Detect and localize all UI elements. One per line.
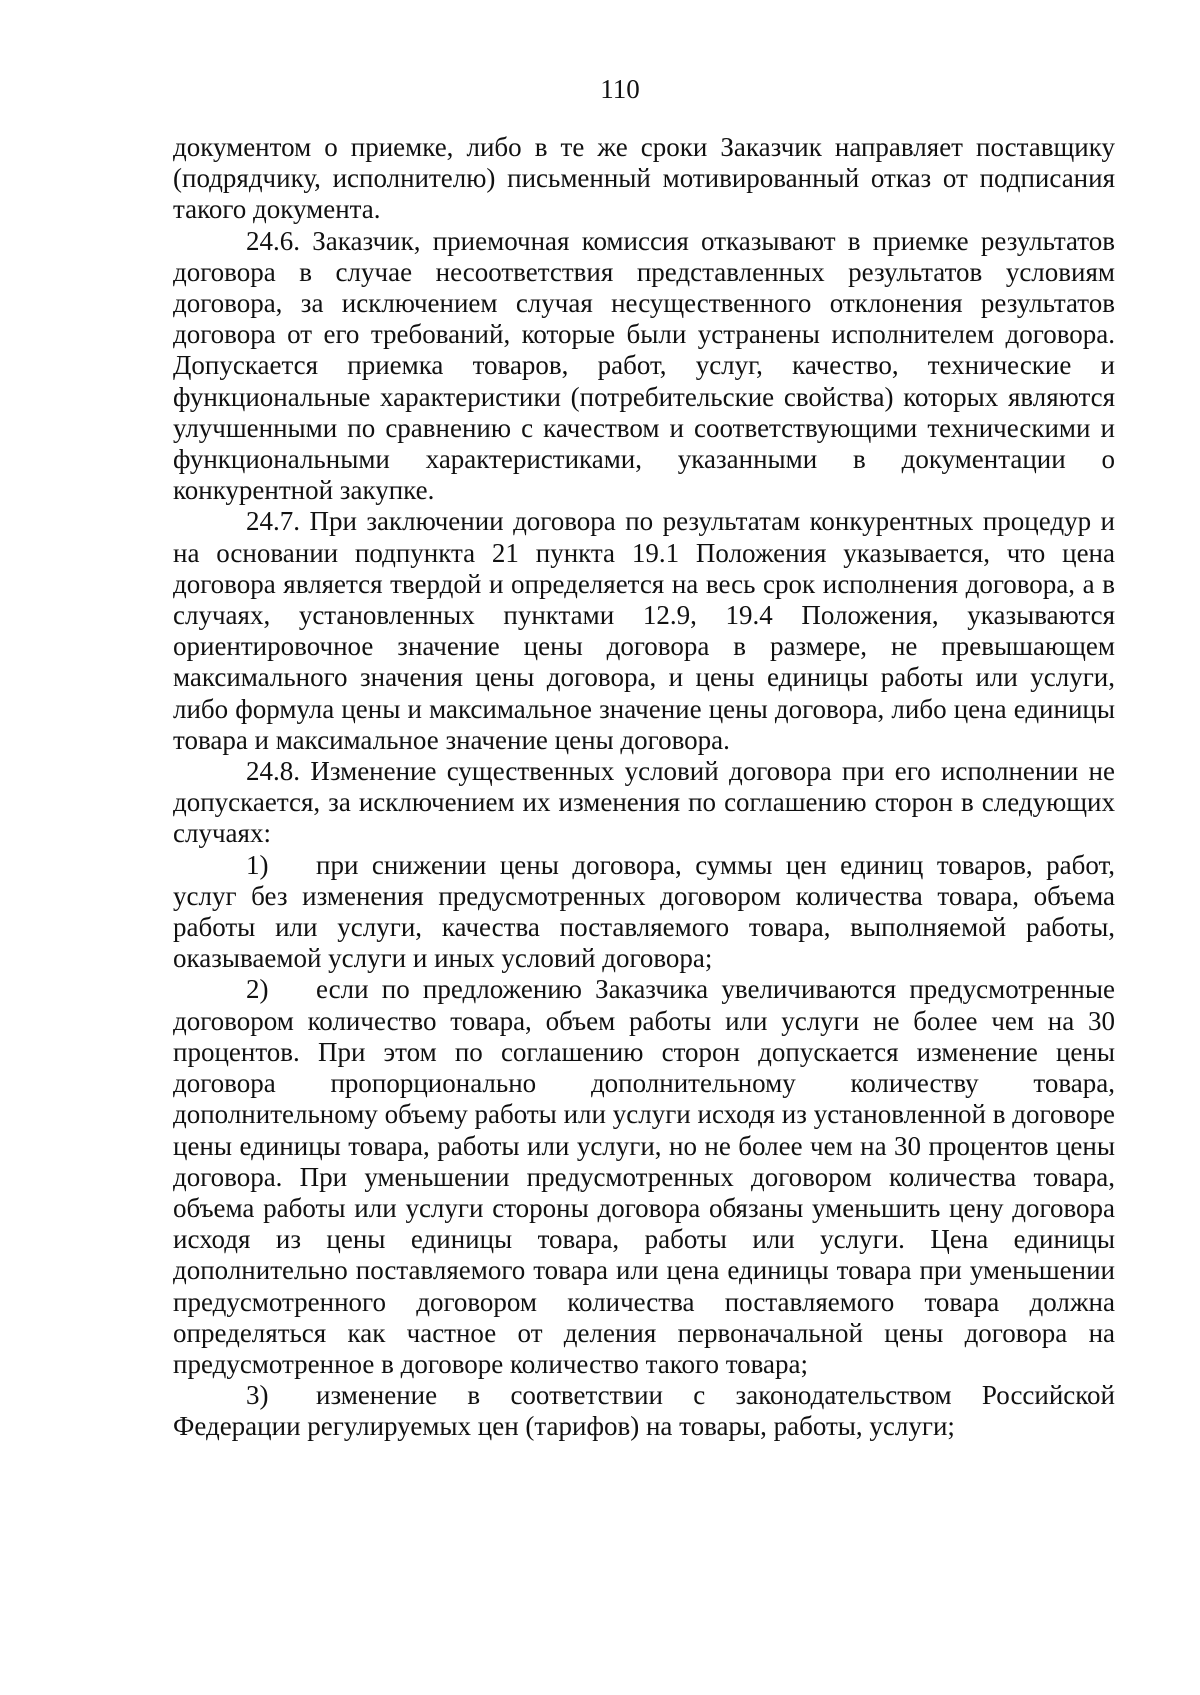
list-item-text: изменение в соответствии с законодательством Российской Федерации регулируемых цен (тарифов) на товары, работы, услуги;: [173, 1380, 1115, 1442]
list-item-2: [173, 974, 1115, 1380]
list-item-number: 3): [246, 1380, 269, 1411]
list-item-text: если по предложению Заказчика увеличиваются предусмотренные договором количество товара, объем работы или услуги не более чем на 30 процентов. При этом по соглашению сторон допускается изменение цены договора пропорционально дополнительному количеству товара, дополнительному объему работы или услуги исходя из установленной в договоре цены единицы товара, работы или услуги, но не более чем на 30 процентов цены договора. При уменьшении предусмотренных договором количества товара, объема работы или услуги стороны договора обязаны уменьшить цену договора исходя из цены единицы товара, работы или услуги. Цена единицы дополнительно поставляемого товара или цена единицы товара при уменьшении предусмотренного договором количества поставляемого товара должна определяться как частное от деления первоначальной цены договора на предусмотренное в договоре количество такого товара;: [173, 974, 1115, 1379]
list-item-number: 2): [246, 974, 269, 1005]
list-item-3: [173, 1380, 1115, 1442]
page-number: 110: [600, 74, 640, 104]
paragraph-continuation: документом о приемке, либо в те же сроки Заказчик направляет поставщику (подрядчику, исполнителю) письменный мотивированный отказ от подписания такого документа.: [173, 132, 1115, 225]
list-item-1: [173, 850, 1115, 975]
paragraph-24-8: 24.8. Изменение существенных условий договора при его исполнении не допускается, за исключением их изменения по соглашению сторон в следующих случаях:: [173, 756, 1115, 849]
paragraph-24-6: 24.6. Заказчик, приемочная комиссия отказывают в приемке результатов договора в случае несоответствия представленных результатов условиям договора, за исключением случая несущественного отклонения результатов договора от его требований, которые были устранены исполнителем договора. Допускается приемка товаров, работ, услуг, качество, технические и функциональные характеристики (потребительские свойства) которых являются улучшенными по сравнению с качеством и соответствующими техническими и функциональными характеристиками, указанными в документации о конкурентной закупке.: [173, 225, 1115, 506]
list-item-text: при снижении цены договора, суммы цен единиц товаров, работ, услуг без изменения предусмотренных договором количества товара, объема работы или услуги, качества поставляемого товара, выполняемой работы, оказываемой услуги и иных условий договора;: [173, 849, 1115, 974]
paragraph-24-7: 24.7. При заключении договора по результатам конкурентных процедур и на основании подпункта 21 пункта 19.1 Положения указывается, что цена договора является твердой и определяется на весь срок исполнения договора, а в случаях, установленных пунктами 12.9, 19.4 Положения, указываются ориентировочное значение цены договора в размере, не превышающем максимального значения цены договора, и цены единицы работы или услуги, либо формула цены и максимальное значение цены договора, либо цена единицы товара и максимальное значение цены договора.: [173, 506, 1115, 755]
list-item-number: 1): [246, 849, 269, 880]
document-body: [173, 132, 1115, 1443]
